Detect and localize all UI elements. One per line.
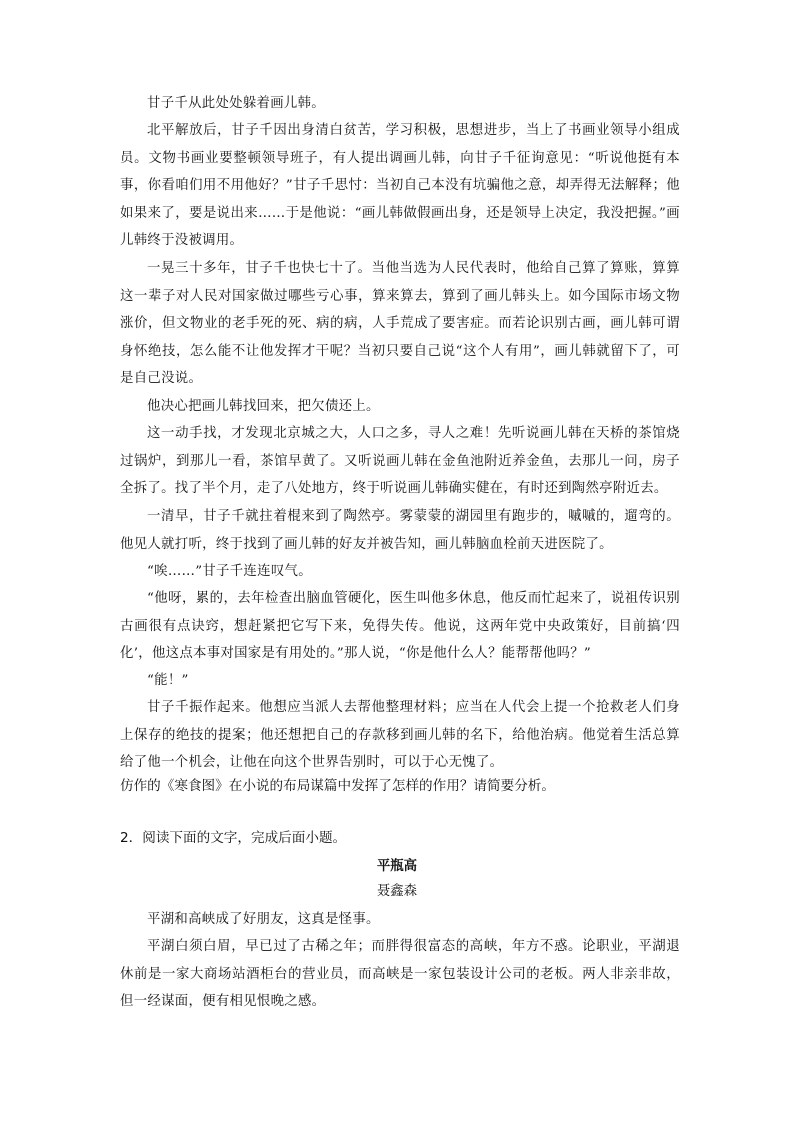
story1-paragraph: 北平解放后，甘子千因出身清白贫苦，学习积极，思想进步，当上了书画业领导小组成员。文物书画业要整顿领导班子，有人提出调画儿韩，向甘子千征询意见：“听说他挺有本事，你看咱们用不用他好？”甘子千思忖：当初自己本没有坑骗他之意，却弄得无法解释；他如果来了，要是说出来……于是他说：“画儿韩做假画出身，还是领导上决定，我没把握。”画儿韩终于没被调用。: [120, 123, 680, 249]
story1-paragraph: “能！”: [147, 673, 189, 688]
story2-author: 聂鑫森: [376, 884, 418, 899]
story1-paragraph: 他决心把画儿韩找回来，把欠债还上。: [147, 399, 380, 414]
story1-paragraph: 这一动手找，才发现北京城之大，人口之多，寻人之难！先听说画儿韩在天桥的茶馆烧过锅炉，到那儿一看，茶馆早黄了。又听说画儿韩在金鱼池附近养金鱼，去那儿一问，房子全拆了。找了半个月，走了八处地方，终于听说画儿韩确实健在，有时还到陶然亭附近去。: [120, 426, 680, 497]
question-2-heading: 2．阅读下面的文字，完成后面小题。: [120, 830, 347, 846]
story2-title: 平瓶高: [376, 858, 418, 874]
question-1: 仿作的《寒食图》在小说的布局谋篇中发挥了怎样的作用？请简要分析。: [120, 778, 555, 794]
story1-paragraph: “唉……”甘子千连连叹气。: [147, 564, 312, 579]
story1-paragraph: 一晃三十多年，甘子千也快七十了。当他当选为人民代表时，他给自己算了算账，算算这一辈子对人民对国家做过哪些亏心事，算来算去，算到了画儿韩头上。如今国际市场文物涨价，但文物业的老手死的死、病的病，人手荒成了要害症。而若论识别古画，画儿韩可谓身怀绝技，怎么能不让他发挥才干呢？当初只要自己说“这个人有用”，画儿韩就留下了，可是自己没说。: [120, 261, 680, 387]
story2-paragraph: 平湖白须白眉，早已过了古稀之年；而胖得很富态的高峡，年方不惑。论职业，平湖退休前是一家大商场站酒柜台的营业员，而高峡是一家包装设计公司的老板。两人非亲非故，但一经谋面，便有相见恨晚之感。: [120, 939, 680, 1010]
story1-paragraph: “他呀，累的，去年检查出脑血管硬化，医生叫他多休息，他反而忙起来了，说祖传识别古画很有点诀窍，想赶紧把它写下来，免得失传。他说，这两年党中央政策好，目前搞‘四化’，他这点本事对国家是有用处的。”那人说，“你是他什么人？能帮帮他吗？”: [120, 591, 680, 662]
story1-paragraph: 一清早，甘子千就拄着棍来到了陶然亭。雾蒙蒙的湖园里有跑步的，嘁嘁的，遛弯的。他见人就打听，终于找到了画儿韩的好友并被告知，画儿韩脑血栓前天进医院了。: [120, 509, 680, 552]
story1-paragraph: 甘子千从此处处躲着画儿韩。: [147, 96, 325, 111]
story1-paragraph: 甘子千振作起来。他想应当派人去帮他整理材料；应当在人代会上提一个抢救老人们身上保存的绝技的提案；他还想把自己的存款移到画儿韩的名下，给他治病。他觉着生活总算给了他一个机会，让他在向这个世界告别时，可以于心无愧了。: [120, 700, 680, 771]
story2-paragraph: 平湖和高峡成了好朋友，这真是怪事。: [147, 912, 380, 927]
